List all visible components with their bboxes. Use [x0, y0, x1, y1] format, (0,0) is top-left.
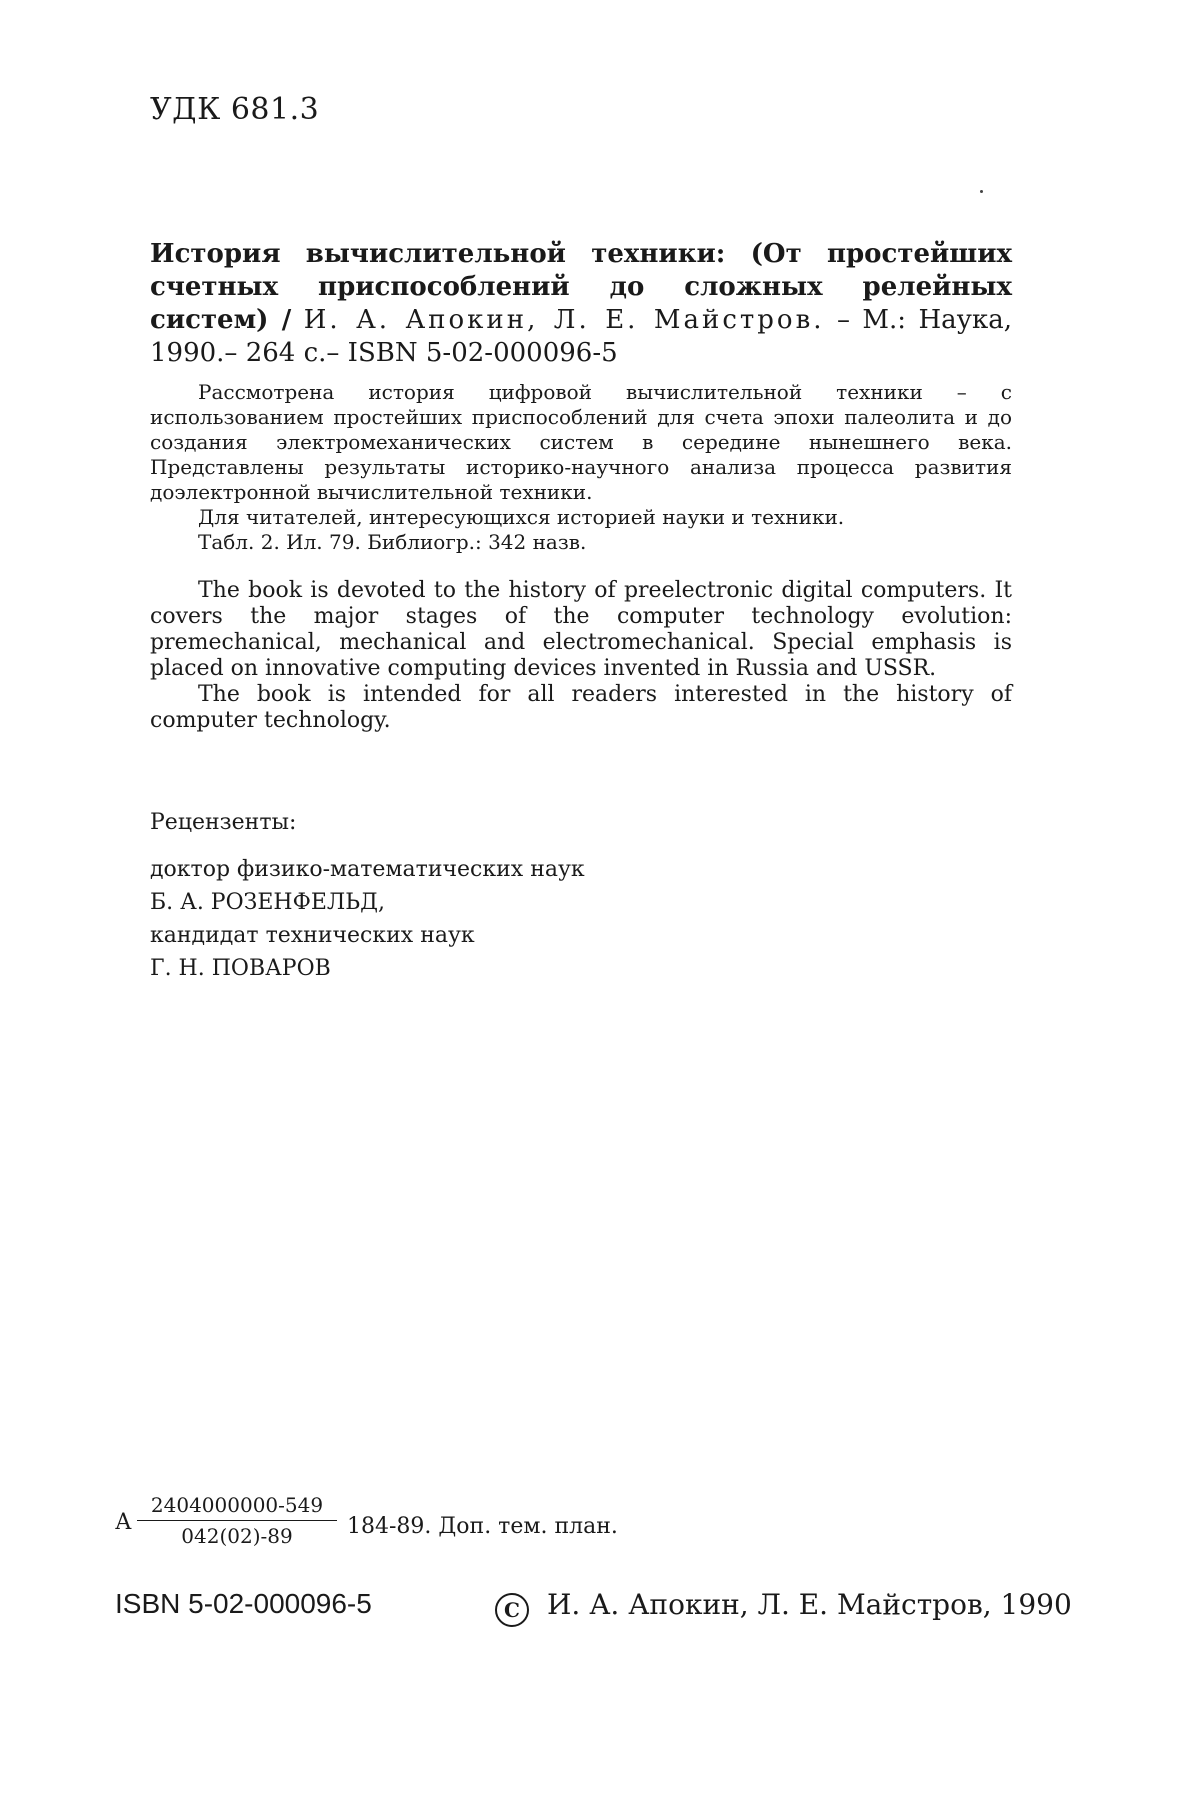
- bibliographic-entry: [150, 238, 1012, 370]
- fraction-bar: [137, 1520, 337, 1521]
- index-fraction: [137, 1492, 337, 1549]
- reviewers-block: [150, 806, 585, 985]
- index-suffix: 184-89. Доп. тем. план.: [347, 1514, 618, 1539]
- copyright-icon: C: [495, 1593, 529, 1627]
- abstract-english: [150, 578, 1012, 734]
- copyright-notice: [495, 1588, 1072, 1627]
- copyright-text: И. А. Апокин, Л. Е. Майстров, 1990: [547, 1588, 1072, 1621]
- index-numerator: 2404000000-549: [150, 1493, 324, 1517]
- index-denominator: 042(02)-89: [181, 1524, 293, 1548]
- abstract-ru-main: Рассмотрена история цифровой вычислительной техники – с использованием простейших приспособлений для счета эпохи палеолита и до создания электромеханических систем в середине нынешнего века. Представлены результаты историко-научного анализа процесса развития доэлектронной вычислительной техники.: [150, 380, 1012, 504]
- abstract-en-main: The book is devoted to the history of preelectronic digital computers. It covers the major stages of the computer technology evolution: premechanical, mechanical and electromechanical. Special emphasis is placed on innovative computing devices invented in Russia and USSR.: [150, 578, 1012, 681]
- index-prefix: А: [115, 1510, 132, 1535]
- reviewer-line: доктор физико-математических наук: [150, 857, 585, 882]
- reviewer-line: Г. Н. ПОВАРОВ: [150, 956, 331, 981]
- book-imprint: – М.: Наука, 1990.– 264 с.– ISBN 5-02-000096-5: [150, 305, 1012, 368]
- reviewers-heading: Рецензенты:: [150, 810, 297, 835]
- stray-mark: [980, 190, 983, 193]
- publication-index: [115, 1492, 675, 1562]
- abstract-en-audience: The book is intended for all readers interested in the history of computer technology.: [150, 682, 1012, 733]
- abstract-russian: [150, 380, 1012, 555]
- abstract-ru-stats: Табл. 2. Ил. 79. Библиогр.: 342 назв.: [198, 530, 587, 554]
- abstract-ru-audience: Для читателей, интересующихся историей науки и техники.: [198, 505, 845, 529]
- footer-isbn: ISBN 5-02-000096-5: [115, 1588, 372, 1619]
- book-title: История вычислительной техники: (От простейших счетных приспособлений до сложных релейных систем) /: [150, 239, 1012, 335]
- book-authors: И. А. Апокин, Л. Е. Майстров.: [303, 305, 825, 335]
- udk-code: УДК 681.3: [150, 92, 320, 127]
- reviewer-line: Б. А. РОЗЕНФЕЛЬД,: [150, 890, 385, 915]
- reviewer-line: кандидат технических наук: [150, 923, 475, 948]
